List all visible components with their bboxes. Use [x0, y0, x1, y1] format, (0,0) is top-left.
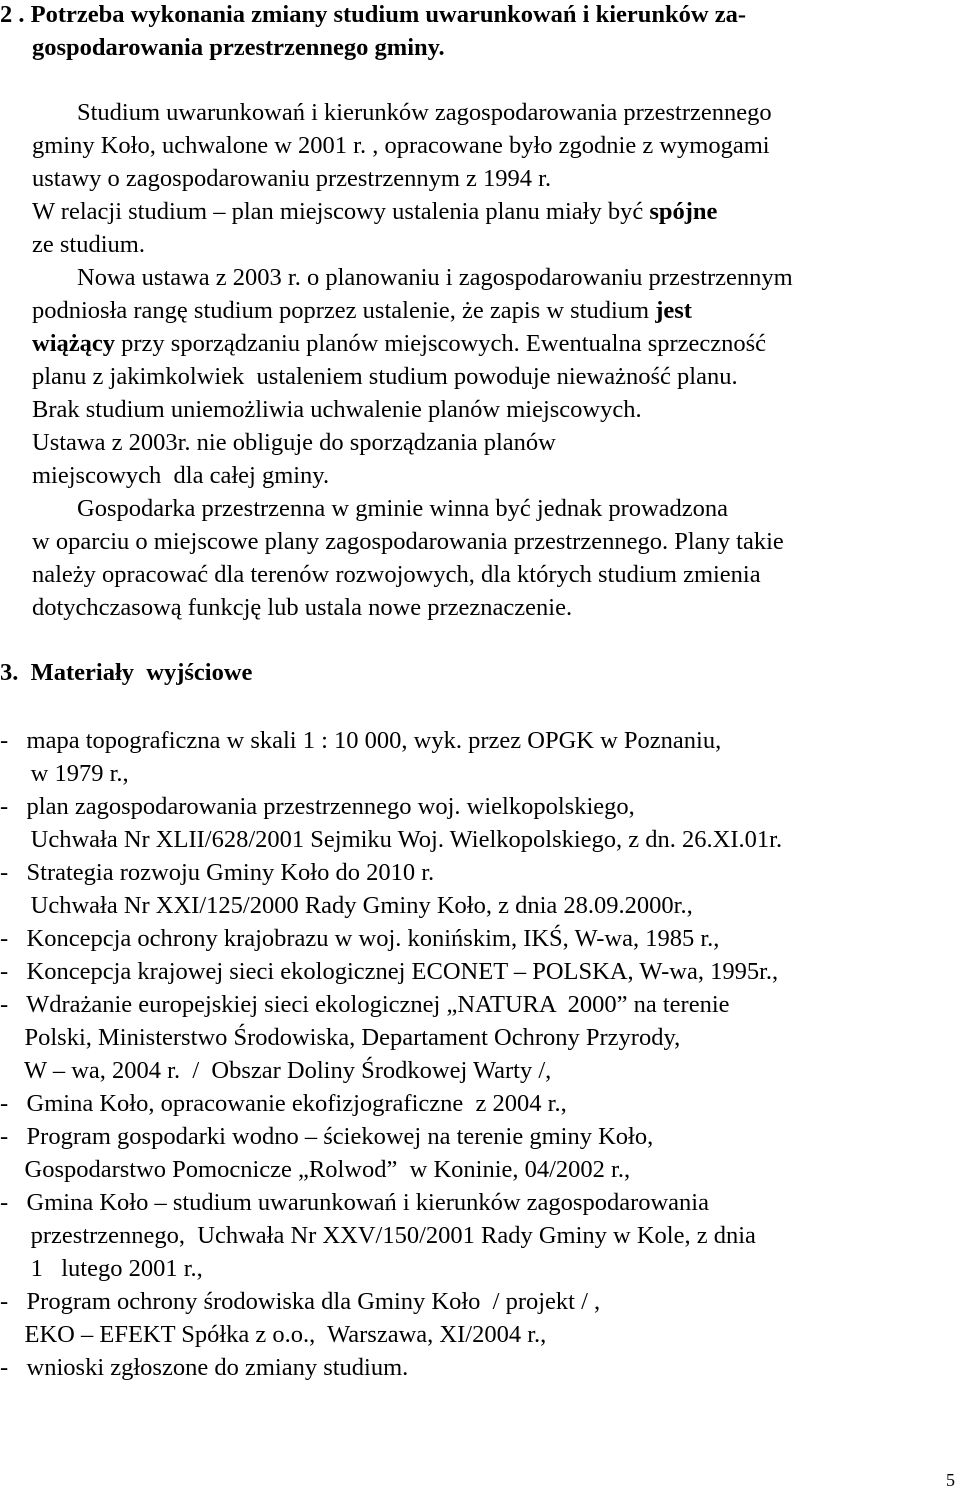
text-line: Ustawa z 2003r. nie obliguje do sporządzania planów — [32, 429, 556, 456]
text-run: podniosła rangę studium poprzez ustalenie, że zapis w studium — [32, 297, 656, 324]
list-item: - Koncepcja ochrony krajobrazu w woj. konińskim, IKŚ, W-wa, 1985 r., — [0, 925, 720, 952]
list-item: - wnioski zgłoszone do zmiany studium. — [0, 1354, 409, 1381]
text-line — [32, 296, 692, 326]
text-run: W relacji studium – plan miejscowy ustalenia planu miały być — [32, 198, 650, 225]
text-line: Studium uwarunkowań i kierunków zagospodarowania przestrzennego — [77, 99, 772, 126]
list-item: - Program ochrony środowiska dla Gminy Koło / projekt / , — [0, 1288, 601, 1315]
list-item: EKO – EFEKT Spółka z o.o., Warszawa, XI/2004 r., — [0, 1321, 547, 1348]
page-number: 5 — [946, 1470, 955, 1490]
text-line: miejscowych dla całej gminy. — [32, 462, 330, 489]
text-line: Nowa ustawa z 2003 r. o planowaniu i zagospodarowaniu przestrzennym — [77, 264, 793, 291]
list-item: Uchwała Nr XLII/628/2001 Sejmiku Woj. Wielkopolskiego, z dn. 26.XI.01r. — [0, 826, 783, 853]
emphasis-spojne: spójne — [649, 198, 718, 225]
list-item: Gospodarstwo Pomocnicze „Rolwod” w Koninie, 04/2002 r., — [0, 1156, 631, 1183]
text-line: planu z jakimkolwiek ustaleniem studium powoduje nieważność planu. — [32, 363, 738, 390]
section-3-heading: 3. Materiały wyjściowe — [0, 659, 253, 686]
text-line: w oparciu o miejscowe plany zagospodarowania przestrzennego. Plany takie — [32, 528, 784, 555]
list-item: - Program gospodarki wodno – ściekowej na terenie gminy Koło, — [0, 1123, 654, 1150]
heading-line-2: gospodarowania przestrzennego gminy. — [32, 34, 445, 61]
list-item: W – wa, 2004 r. / Obszar Doliny Środkowej Warty /, — [0, 1057, 552, 1084]
text-line: gminy Koło, uchwalone w 2001 r. , opracowane było zgodnie z wymogami — [32, 132, 770, 159]
text-line: ze studium. — [32, 231, 145, 258]
text-line: Gospodarka przestrzenna w gminie winna być jednak prowadzona — [77, 495, 729, 522]
list-item: - mapa topograficzna w skali 1 : 10 000, wyk. przez OPGK w Poznaniu, — [0, 727, 722, 754]
list-item: - Strategia rozwoju Gminy Koło do 2010 r. — [0, 859, 435, 886]
list-item: przestrzennego, Uchwała Nr XXV/150/2001 Rady Gminy w Kole, z dnia — [0, 1222, 756, 1249]
text-line — [32, 197, 717, 227]
list-item: - plan zagospodarowania przestrzennego woj. wielkopolskiego, — [0, 793, 635, 820]
text-line: ustawy o zagospodarowaniu przestrzennym z 1994 r. — [32, 165, 552, 192]
list-item: - Gmina Koło, opracowanie ekofizjograficzne z 2004 r., — [0, 1090, 567, 1117]
text-line: należy opracować dla terenów rozwojowych, dla których studium zmienia — [32, 561, 761, 588]
list-item: - Koncepcja krajowej sieci ekologicznej ECONET – POLSKA, W-wa, 1995r., — [0, 958, 779, 985]
text-line — [32, 329, 766, 359]
list-item: Polski, Ministerstwo Środowiska, Departament Ochrony Przyrody, — [0, 1024, 681, 1051]
text-line: dotychczasową funkcję lub ustala nowe przeznaczenie. — [32, 594, 573, 621]
text-run: przy sporządzaniu planów miejscowych. Ewentualna sprzeczność — [115, 330, 767, 357]
text-line: Brak studium uniemożliwia uchwalenie planów miejscowych. — [32, 396, 642, 423]
list-item: Uchwała Nr XXI/125/2000 Rady Gminy Koło, z dnia 28.09.2000r., — [0, 892, 693, 919]
list-item: 1 lutego 2001 r., — [0, 1255, 203, 1282]
list-item: - Wdrażanie europejskiej sieci ekologicznej „NATURA 2000” na terenie — [0, 991, 730, 1018]
emphasis-wiazacy: wiążący — [32, 330, 115, 357]
emphasis-jest: jest — [655, 297, 692, 324]
heading-line-1: 2 . Potrzeba wykonania zmiany studium uwarunkowań i kierunków za- — [0, 1, 746, 28]
list-item: w 1979 r., — [0, 760, 129, 787]
list-item: - Gmina Koło – studium uwarunkowań i kierunków zagospodarowania — [0, 1189, 709, 1216]
